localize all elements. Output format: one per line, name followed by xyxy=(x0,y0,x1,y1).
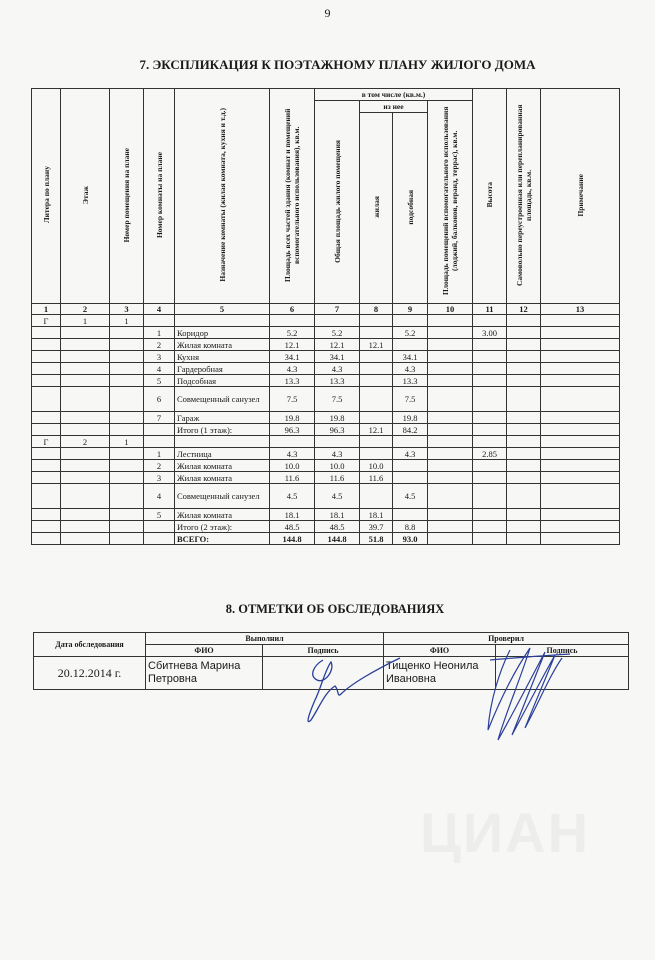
table-row xyxy=(32,436,620,448)
table-cell xyxy=(144,436,175,448)
table-cell xyxy=(360,375,393,387)
header-floor: Этаж xyxy=(61,89,110,304)
table-cell xyxy=(32,448,61,460)
table-cell: 93.0 xyxy=(393,533,428,545)
table-cell xyxy=(541,375,620,387)
explication-table xyxy=(31,88,620,545)
table-cell: 13.3 xyxy=(315,375,360,387)
section-7-title: 7. ЭКСПЛИКАЦИЯ К ПОЭТАЖНОМУ ПЛАНУ ЖИЛОГО ДОМА xyxy=(139,57,536,72)
table-cell: Итого (1 этаж): xyxy=(175,424,270,436)
column-number: 12 xyxy=(507,304,541,315)
table-cell xyxy=(360,327,393,339)
table-row xyxy=(32,484,620,509)
table-cell: 4.3 xyxy=(270,363,315,375)
table-cell: 12.1 xyxy=(315,339,360,351)
table-cell: 18.1 xyxy=(315,509,360,521)
table-cell xyxy=(110,460,144,472)
table-cell: 5.2 xyxy=(393,327,428,339)
table-cell xyxy=(541,327,620,339)
table-cell xyxy=(428,327,473,339)
table-cell xyxy=(473,387,507,412)
header-premise-no: Номер помещения на плане xyxy=(110,89,144,304)
table-cell: Жилая комната xyxy=(175,472,270,484)
performed-signature-cell xyxy=(263,657,384,690)
header-checked: Проверил xyxy=(384,633,629,645)
table-cell xyxy=(507,315,541,327)
table-cell xyxy=(32,460,61,472)
table-cell xyxy=(428,448,473,460)
table-cell: Жилая комната xyxy=(175,339,270,351)
table-cell: 4.5 xyxy=(393,484,428,509)
table-cell: 2 xyxy=(144,339,175,351)
performed-by-name: Сбитнева Марина Петровна xyxy=(146,657,263,690)
table-cell: Лестница xyxy=(175,448,270,460)
table-cell xyxy=(507,521,541,533)
header-performed-signature: Подпись xyxy=(263,645,384,657)
header-note: Примечание xyxy=(541,89,620,304)
column-number: 6 xyxy=(270,304,315,315)
table-cell: 3 xyxy=(144,351,175,363)
table-cell: 12.1 xyxy=(270,339,315,351)
table-cell xyxy=(507,484,541,509)
header-litera: Литера по плану xyxy=(32,89,61,304)
table-cell: 11.6 xyxy=(270,472,315,484)
table-cell: 7.5 xyxy=(315,387,360,412)
table-cell: 11.6 xyxy=(360,472,393,484)
table-row xyxy=(32,327,620,339)
table-cell xyxy=(61,472,110,484)
header-date: Дата обследования xyxy=(34,633,146,657)
table-cell xyxy=(32,375,61,387)
table-cell xyxy=(110,509,144,521)
table-cell xyxy=(428,533,473,545)
table-cell xyxy=(541,448,620,460)
table-cell xyxy=(110,472,144,484)
table-cell xyxy=(473,436,507,448)
table-cell: Гараж xyxy=(175,412,270,424)
table-cell xyxy=(541,339,620,351)
inspection-table xyxy=(33,632,629,690)
table-cell xyxy=(507,472,541,484)
table-cell xyxy=(473,351,507,363)
header-auxiliary: подсобная xyxy=(393,113,428,304)
table-cell xyxy=(428,436,473,448)
table-cell xyxy=(32,472,61,484)
table-cell xyxy=(541,521,620,533)
table-cell: 19.8 xyxy=(315,412,360,424)
table-cell xyxy=(507,351,541,363)
table-cell xyxy=(110,412,144,424)
table-cell: Г xyxy=(32,436,61,448)
table-cell xyxy=(473,363,507,375)
table-cell xyxy=(61,412,110,424)
table-cell: 4 xyxy=(144,363,175,375)
table-cell: 1 xyxy=(144,448,175,460)
table-cell xyxy=(360,412,393,424)
table-cell xyxy=(61,521,110,533)
table-cell xyxy=(473,339,507,351)
table-cell xyxy=(473,424,507,436)
table-row xyxy=(32,533,620,545)
table-cell xyxy=(144,521,175,533)
checked-by-name: Тищенко Неонила Ивановна xyxy=(384,657,496,690)
table-row xyxy=(32,448,620,460)
header-aux-use-area: Площадь помещений вспомогательного использования (лоджий, балконов, веранд, террас), кв.м. xyxy=(428,101,473,304)
table-cell: 13.3 xyxy=(393,375,428,387)
table-cell xyxy=(473,533,507,545)
table-cell: 4.3 xyxy=(393,363,428,375)
table-cell: 8.8 xyxy=(393,521,428,533)
table-cell: 7.5 xyxy=(393,387,428,412)
table-cell xyxy=(360,315,393,327)
table-cell: 84.2 xyxy=(393,424,428,436)
header-including: в том числе (кв.м.) xyxy=(315,89,473,101)
table-row xyxy=(32,339,620,351)
table-cell xyxy=(507,424,541,436)
header-performed: Выполнил xyxy=(146,633,384,645)
table-cell: 39.7 xyxy=(360,521,393,533)
table-cell: 5.2 xyxy=(270,327,315,339)
table-cell: 1 xyxy=(144,327,175,339)
table-cell xyxy=(393,460,428,472)
table-cell: Кухня xyxy=(175,351,270,363)
table-cell: Коридор xyxy=(175,327,270,339)
table-cell xyxy=(541,533,620,545)
table-cell: 96.3 xyxy=(270,424,315,436)
table-cell: 1 xyxy=(61,315,110,327)
table-cell xyxy=(110,484,144,509)
table-cell: 18.1 xyxy=(270,509,315,521)
table-cell xyxy=(428,509,473,521)
table-cell xyxy=(428,472,473,484)
table-cell xyxy=(473,460,507,472)
table-cell xyxy=(541,472,620,484)
table-cell xyxy=(61,387,110,412)
table-cell xyxy=(507,387,541,412)
table-cell: 48.5 xyxy=(315,521,360,533)
table-cell: 48.5 xyxy=(270,521,315,533)
table-cell xyxy=(175,436,270,448)
watermark-logo xyxy=(420,800,590,865)
section-8-title: 8. ОТМЕТКИ ОБ ОБСЛЕДОВАНИЯХ xyxy=(225,602,445,616)
table-cell: 3.00 xyxy=(473,327,507,339)
table-cell xyxy=(541,509,620,521)
table-cell xyxy=(473,472,507,484)
table-cell xyxy=(110,363,144,375)
column-number: 4 xyxy=(144,304,175,315)
table-cell xyxy=(32,484,61,509)
header-room-no: Номер комнаты на плане xyxy=(144,89,175,304)
header-checked-fio: ФИО xyxy=(384,645,496,657)
column-number: 2 xyxy=(61,304,110,315)
table-cell xyxy=(270,315,315,327)
table-row xyxy=(32,363,620,375)
table-cell: Совмещенный санузел xyxy=(175,484,270,509)
column-number: 5 xyxy=(175,304,270,315)
table-cell: 96.3 xyxy=(315,424,360,436)
table-cell xyxy=(507,327,541,339)
table-row xyxy=(32,375,620,387)
header-height: Высота xyxy=(473,89,507,304)
table-cell: 1 xyxy=(110,315,144,327)
header-purpose: Назначение комнаты (жилая комната, кухня и т.д.) xyxy=(175,89,270,304)
column-number: 7 xyxy=(315,304,360,315)
table-cell: 51.8 xyxy=(360,533,393,545)
table-cell xyxy=(428,363,473,375)
table-cell xyxy=(360,387,393,412)
table-cell: 2 xyxy=(61,436,110,448)
table-cell xyxy=(144,424,175,436)
table-cell: 19.8 xyxy=(393,412,428,424)
table-cell xyxy=(315,436,360,448)
table-cell xyxy=(507,448,541,460)
table-cell: 4.5 xyxy=(270,484,315,509)
column-number: 3 xyxy=(110,304,144,315)
table-cell: 10.0 xyxy=(360,460,393,472)
table-cell xyxy=(110,448,144,460)
header-performed-fio: ФИО xyxy=(146,645,263,657)
table-cell xyxy=(110,533,144,545)
table-cell xyxy=(32,339,61,351)
table-cell xyxy=(473,521,507,533)
table-cell xyxy=(541,424,620,436)
table-cell xyxy=(473,315,507,327)
table-cell: 12.1 xyxy=(360,339,393,351)
table-cell xyxy=(541,460,620,472)
table-cell: 4.3 xyxy=(315,448,360,460)
table-cell: 11.6 xyxy=(315,472,360,484)
table-cell xyxy=(32,509,61,521)
header-of-which: из нее xyxy=(360,101,428,113)
table-cell xyxy=(32,387,61,412)
table-cell: Гардеробная xyxy=(175,363,270,375)
table-cell xyxy=(541,436,620,448)
table-cell xyxy=(110,375,144,387)
header-unauthorized: Самовольно переустроенная или перепланированная площадь, кв.м. xyxy=(507,89,541,304)
table-cell xyxy=(61,460,110,472)
table-cell: 144.8 xyxy=(270,533,315,545)
table-cell xyxy=(507,412,541,424)
column-number: 1 xyxy=(32,304,61,315)
table-cell: Подсобная xyxy=(175,375,270,387)
table-cell: 19.8 xyxy=(270,412,315,424)
table-cell: 4.3 xyxy=(270,448,315,460)
table-row xyxy=(32,387,620,412)
table-cell xyxy=(270,436,315,448)
table-cell: 144.8 xyxy=(315,533,360,545)
table-cell xyxy=(428,521,473,533)
table-cell: 4 xyxy=(144,484,175,509)
table-cell xyxy=(541,351,620,363)
table-cell xyxy=(428,339,473,351)
table-cell xyxy=(175,315,270,327)
table-cell xyxy=(32,521,61,533)
table-cell xyxy=(507,509,541,521)
table-cell: 4.3 xyxy=(393,448,428,460)
table-cell xyxy=(393,436,428,448)
table-cell: 5 xyxy=(144,375,175,387)
table-cell xyxy=(473,412,507,424)
table-cell xyxy=(61,484,110,509)
table-cell xyxy=(61,339,110,351)
table-cell xyxy=(110,339,144,351)
table-cell xyxy=(473,375,507,387)
table-row xyxy=(32,412,620,424)
table-cell xyxy=(61,533,110,545)
table-cell xyxy=(360,363,393,375)
table-cell xyxy=(428,484,473,509)
table-cell: ВСЕГО: xyxy=(175,533,270,545)
table-cell: Совмещенный санузел xyxy=(175,387,270,412)
table-cell: 18.1 xyxy=(360,509,393,521)
table-cell xyxy=(61,327,110,339)
table-cell: Итого (2 этаж): xyxy=(175,521,270,533)
table-cell xyxy=(473,484,507,509)
table-cell xyxy=(428,387,473,412)
table-cell xyxy=(428,315,473,327)
table-cell: 4.5 xyxy=(315,484,360,509)
table-cell xyxy=(360,448,393,460)
table-cell xyxy=(61,448,110,460)
table-cell xyxy=(428,460,473,472)
column-number: 9 xyxy=(393,304,428,315)
table-cell xyxy=(507,460,541,472)
header-total-living-area: Общая площадь жилого помещения xyxy=(315,101,360,304)
table-row xyxy=(32,472,620,484)
table-row xyxy=(32,424,620,436)
table-cell xyxy=(428,424,473,436)
table-cell xyxy=(393,339,428,351)
table-cell xyxy=(541,412,620,424)
table-cell: 3 xyxy=(144,472,175,484)
table-cell: 6 xyxy=(144,387,175,412)
table-cell xyxy=(110,424,144,436)
table-cell xyxy=(110,521,144,533)
table-cell xyxy=(507,363,541,375)
column-numbers-row xyxy=(32,304,620,315)
table-cell xyxy=(428,375,473,387)
table-cell xyxy=(32,351,61,363)
table-row xyxy=(32,521,620,533)
header-living: жилая xyxy=(360,113,393,304)
table-cell: 12.1 xyxy=(360,424,393,436)
table-cell xyxy=(315,315,360,327)
table-cell: 5 xyxy=(144,509,175,521)
table-cell: 10.0 xyxy=(315,460,360,472)
explication-body xyxy=(32,304,620,545)
table-cell xyxy=(144,533,175,545)
table-cell: 7 xyxy=(144,412,175,424)
checked-signature-cell xyxy=(496,657,629,690)
table-cell xyxy=(541,484,620,509)
table-cell xyxy=(61,375,110,387)
table-row xyxy=(32,315,620,327)
table-cell xyxy=(32,363,61,375)
table-cell xyxy=(541,387,620,412)
table-cell: 13.3 xyxy=(270,375,315,387)
table-cell: 34.1 xyxy=(315,351,360,363)
table-cell xyxy=(393,472,428,484)
table-cell xyxy=(32,412,61,424)
table-row xyxy=(32,509,620,521)
table-cell: 2.85 xyxy=(473,448,507,460)
table-cell xyxy=(61,351,110,363)
table-cell xyxy=(32,533,61,545)
table-cell xyxy=(61,509,110,521)
table-cell xyxy=(428,351,473,363)
table-cell xyxy=(428,412,473,424)
table-cell xyxy=(32,327,61,339)
table-cell xyxy=(110,351,144,363)
table-cell: 5.2 xyxy=(315,327,360,339)
table-cell: Жилая комната xyxy=(175,460,270,472)
table-cell: 34.1 xyxy=(393,351,428,363)
table-cell xyxy=(393,315,428,327)
column-number: 8 xyxy=(360,304,393,315)
table-cell: 7.5 xyxy=(270,387,315,412)
table-cell xyxy=(360,484,393,509)
table-cell xyxy=(32,424,61,436)
table-cell xyxy=(360,351,393,363)
table-row xyxy=(32,460,620,472)
table-cell: 10.0 xyxy=(270,460,315,472)
table-cell: Жилая комната xyxy=(175,509,270,521)
table-cell xyxy=(507,339,541,351)
table-cell xyxy=(110,327,144,339)
header-checked-signature: Подпись xyxy=(496,645,629,657)
table-cell xyxy=(110,387,144,412)
table-cell: 1 xyxy=(110,436,144,448)
table-cell xyxy=(144,315,175,327)
table-cell xyxy=(541,315,620,327)
column-number: 13 xyxy=(541,304,620,315)
table-row xyxy=(32,351,620,363)
table-cell: 4.3 xyxy=(315,363,360,375)
inspection-date: 20.12.2014 г. xyxy=(34,657,146,690)
table-cell: 34.1 xyxy=(270,351,315,363)
table-cell: 2 xyxy=(144,460,175,472)
page-number: 9 xyxy=(324,6,331,20)
table-cell xyxy=(541,363,620,375)
table-cell: Г xyxy=(32,315,61,327)
column-number: 10 xyxy=(428,304,473,315)
table-cell xyxy=(507,533,541,545)
table-cell xyxy=(473,509,507,521)
table-cell xyxy=(507,375,541,387)
table-cell xyxy=(393,509,428,521)
table-cell xyxy=(360,436,393,448)
table-cell xyxy=(61,424,110,436)
header-area-all: Площадь всех частей здания (комнат и помещений вспомогательного использования), кв.м. xyxy=(270,89,315,304)
table-cell xyxy=(507,436,541,448)
table-cell xyxy=(61,363,110,375)
column-number: 11 xyxy=(473,304,507,315)
